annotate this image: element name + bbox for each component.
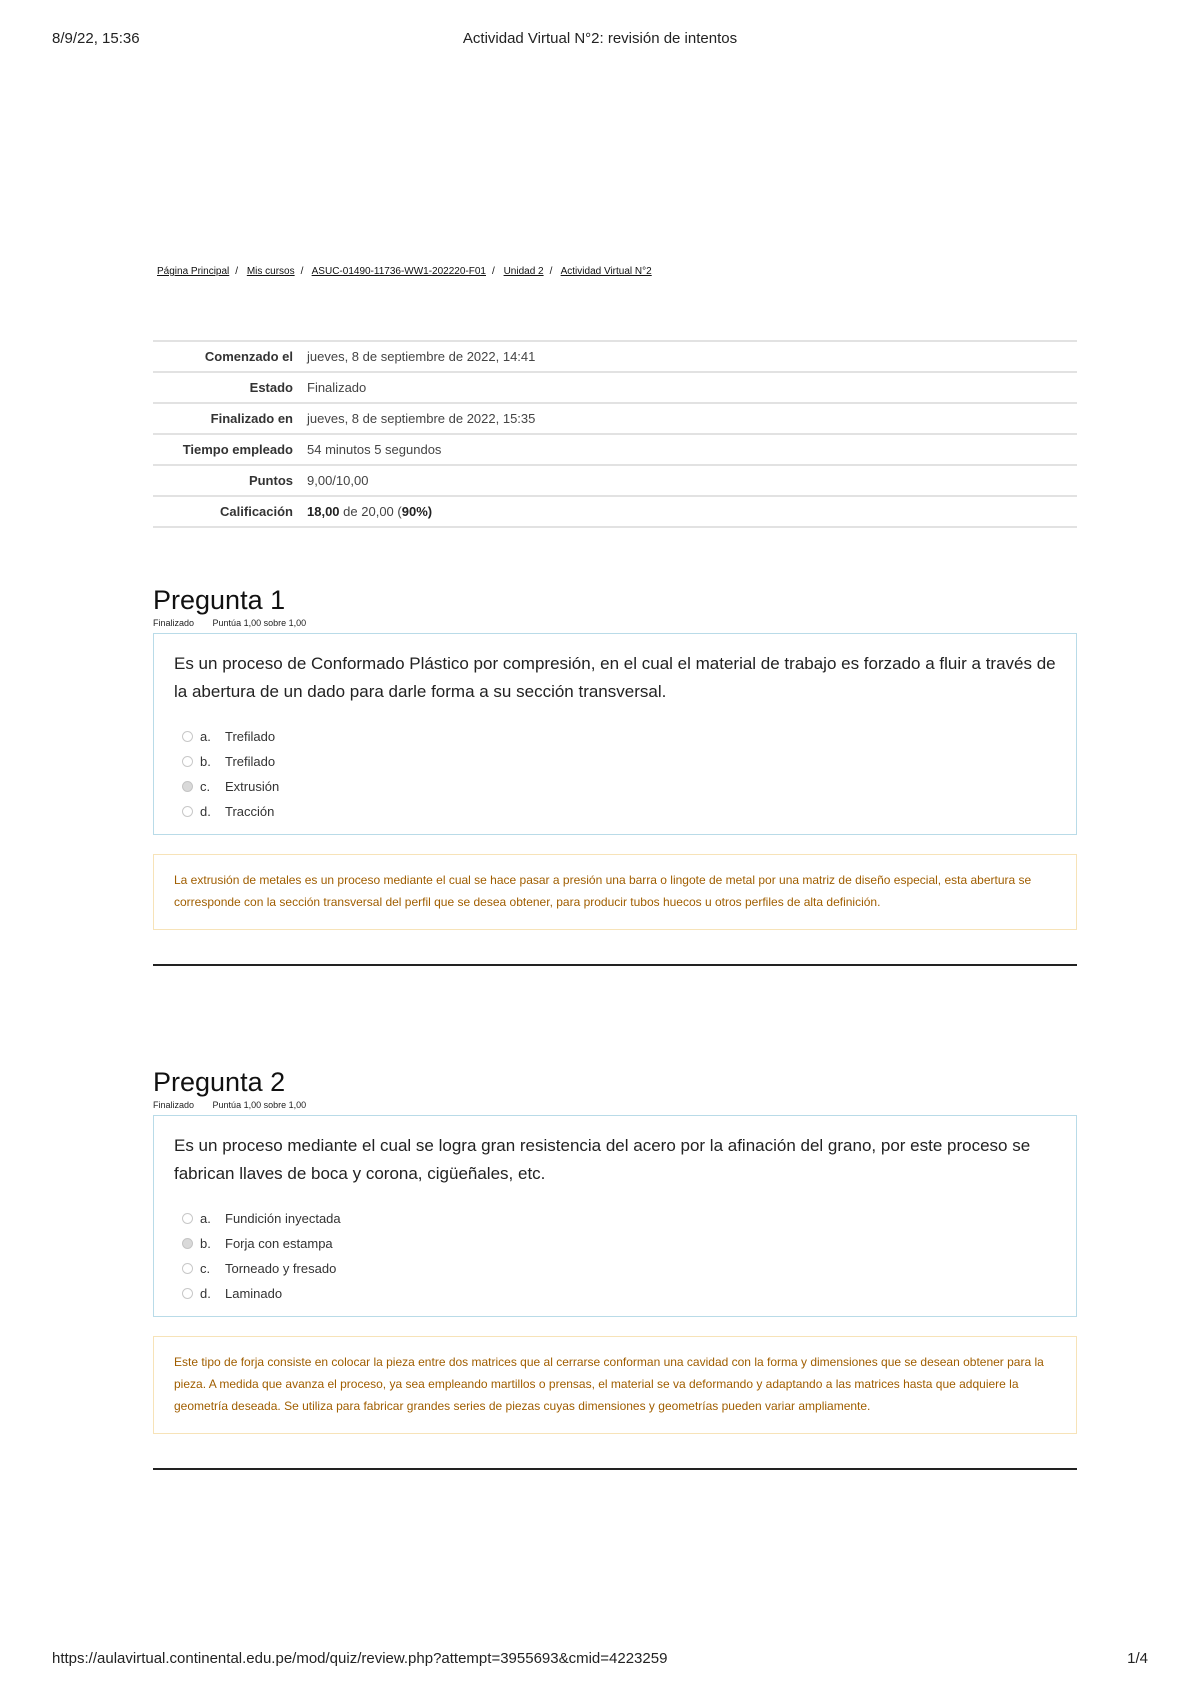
print-url: https://aulavirtual.continental.edu.pe/mod/quiz/review.php?attempt=3955693&cmid=4223259 [52,1650,668,1667]
question-state: Finalizado [153,1100,195,1110]
question-1 [153,584,1077,966]
attempt-summary-table [153,340,1077,528]
print-page-number: 1/4 [1127,1650,1148,1667]
breadcrumb-home[interactable]: Página Principal [157,266,230,277]
radio-button[interactable] [182,1213,193,1224]
question-text: Es un proceso mediante el cual se logra gran resistencia del acero por la afinación del grano, por este proceso se fabrican llaves de boca y corona, cigüeñales, etc. [174,1136,1031,1183]
radio-button[interactable] [182,1288,193,1299]
radio-button[interactable] [182,756,193,767]
answer-option[interactable] [182,1231,1056,1256]
radio-button[interactable] [182,1263,193,1274]
answer-label: Extrusión [225,779,280,794]
answer-letter: a. [200,729,211,744]
answer-label: Forja con estampa [225,1236,333,1251]
summary-value: Finalizado [307,380,367,395]
radio-button-selected[interactable] [182,1238,193,1249]
answer-letter: b. [200,1236,211,1251]
summary-value [303,496,1077,527]
radio-button[interactable] [182,731,193,742]
breadcrumb-course[interactable]: ASUC-01490-11736-WW1-202220-F01 [311,266,486,277]
grade-rest: de 20,00 ( [343,504,402,519]
print-datetime: 8/9/22, 15:36 [52,30,140,47]
answer-label: Tracción [225,804,275,819]
question-title: Pregunta 1 [153,585,286,615]
answer-letter: d. [200,804,211,819]
summary-value: 54 minutos 5 segundos [307,442,442,457]
answer-option[interactable] [182,1281,1056,1306]
summary-row-grade [153,496,1077,527]
grade-suffix: %) [416,504,433,519]
answer-label: Fundición inyectada [225,1211,341,1226]
summary-label: Puntos [248,473,293,488]
question-title: Pregunta 2 [153,1067,286,1097]
summary-row-points [153,465,1077,496]
print-page-title: Actividad Virtual N°2: revisión de intentos [462,30,738,47]
print-footer [52,1650,1148,1670]
summary-row-finished [153,403,1077,434]
question-box [153,633,1077,835]
answer-option[interactable] [182,724,1056,749]
summary-value: 9,00/10,00 [307,473,369,488]
question-score: Puntúa 1,00 sobre 1,00 [212,618,307,628]
answer-letter: a. [200,1211,211,1226]
summary-row-state [153,372,1077,403]
breadcrumb-unit[interactable]: Unidad 2 [503,266,544,277]
summary-label: Estado [249,380,293,395]
answer-label: Trefilado [225,754,276,769]
answer-option[interactable] [182,1256,1056,1281]
summary-label: Calificación [220,504,293,519]
question-2 [153,1066,1077,1470]
question-divider [153,964,1077,966]
answer-letter: c. [200,1261,211,1276]
summary-row-time [153,434,1077,465]
print-header [52,30,1148,50]
question-box [153,1115,1077,1317]
question-meta [153,1100,1077,1112]
question-score: Puntúa 1,00 sobre 1,00 [212,1100,307,1110]
summary-row-started [153,341,1077,372]
breadcrumb-activity[interactable]: Actividad Virtual N°2 [560,266,652,277]
answer-option[interactable] [182,799,1056,824]
summary-label: Tiempo empleado [182,442,293,457]
summary-value: jueves, 8 de septiembre de 2022, 14:41 [307,349,536,364]
question-state: Finalizado [153,618,195,628]
radio-button[interactable] [182,806,193,817]
answer-option[interactable] [182,749,1056,774]
question-divider [153,1468,1077,1470]
grade-percent: 90 [401,504,417,519]
question-text: Es un proceso de Conformado Plástico por compresión, en el cual el material de trabajo es forzado a fluir a través de la abertura de un dado para darle forma a su sección transversal. [174,654,1056,701]
answer-option[interactable] [182,1206,1056,1231]
radio-button-selected[interactable] [182,781,193,792]
answer-letter: d. [200,1286,211,1301]
answer-label: Trefilado [225,729,276,744]
summary-label: Comenzado el [204,349,293,364]
answer-label: Torneado y fresado [225,1261,337,1276]
answer-letter: c. [200,779,211,794]
question-feedback: La extrusión de metales es un proceso mediante el cual se hace pasar a presión una barra o lingote de metal por una matriz de diseño especial, esta abertura se corresponde con la sección transversal del perfil que se desea obtener, para producir tubos huecos u otros perfiles de alta definición. [153,854,1077,930]
summary-label: Finalizado en [210,411,293,426]
answer-label: Laminado [225,1286,283,1301]
question-feedback: Este tipo de forja consiste en colocar la pieza entre dos matrices que al cerrarse conforman una cavidad con la forma y dimensiones que se desean obtener para la pieza. A medida que avanza el proceso, ya sea empleando martillos o prensas, el material se va deformando y adaptando a las matrices hasta que adquiere la geometría deseada. Se utiliza para fabricar grandes series de piezas cuyas dimensiones y geometrías pueden variar ampliamente. [153,1336,1077,1434]
question-meta [153,618,1077,630]
breadcrumb-my-courses[interactable]: Mis cursos [246,266,295,277]
summary-value: jueves, 8 de septiembre de 2022, 15:35 [307,411,536,426]
answer-letter: b. [200,754,211,769]
breadcrumb: Página Principal / Mis cursos / ASUC-01490-11736-WW1-202220-F01 / Unidad 2 / Actividad Virtual N°2 [157,266,652,277]
grade-value: 18,00 [307,504,340,519]
answer-option[interactable] [182,774,1056,799]
